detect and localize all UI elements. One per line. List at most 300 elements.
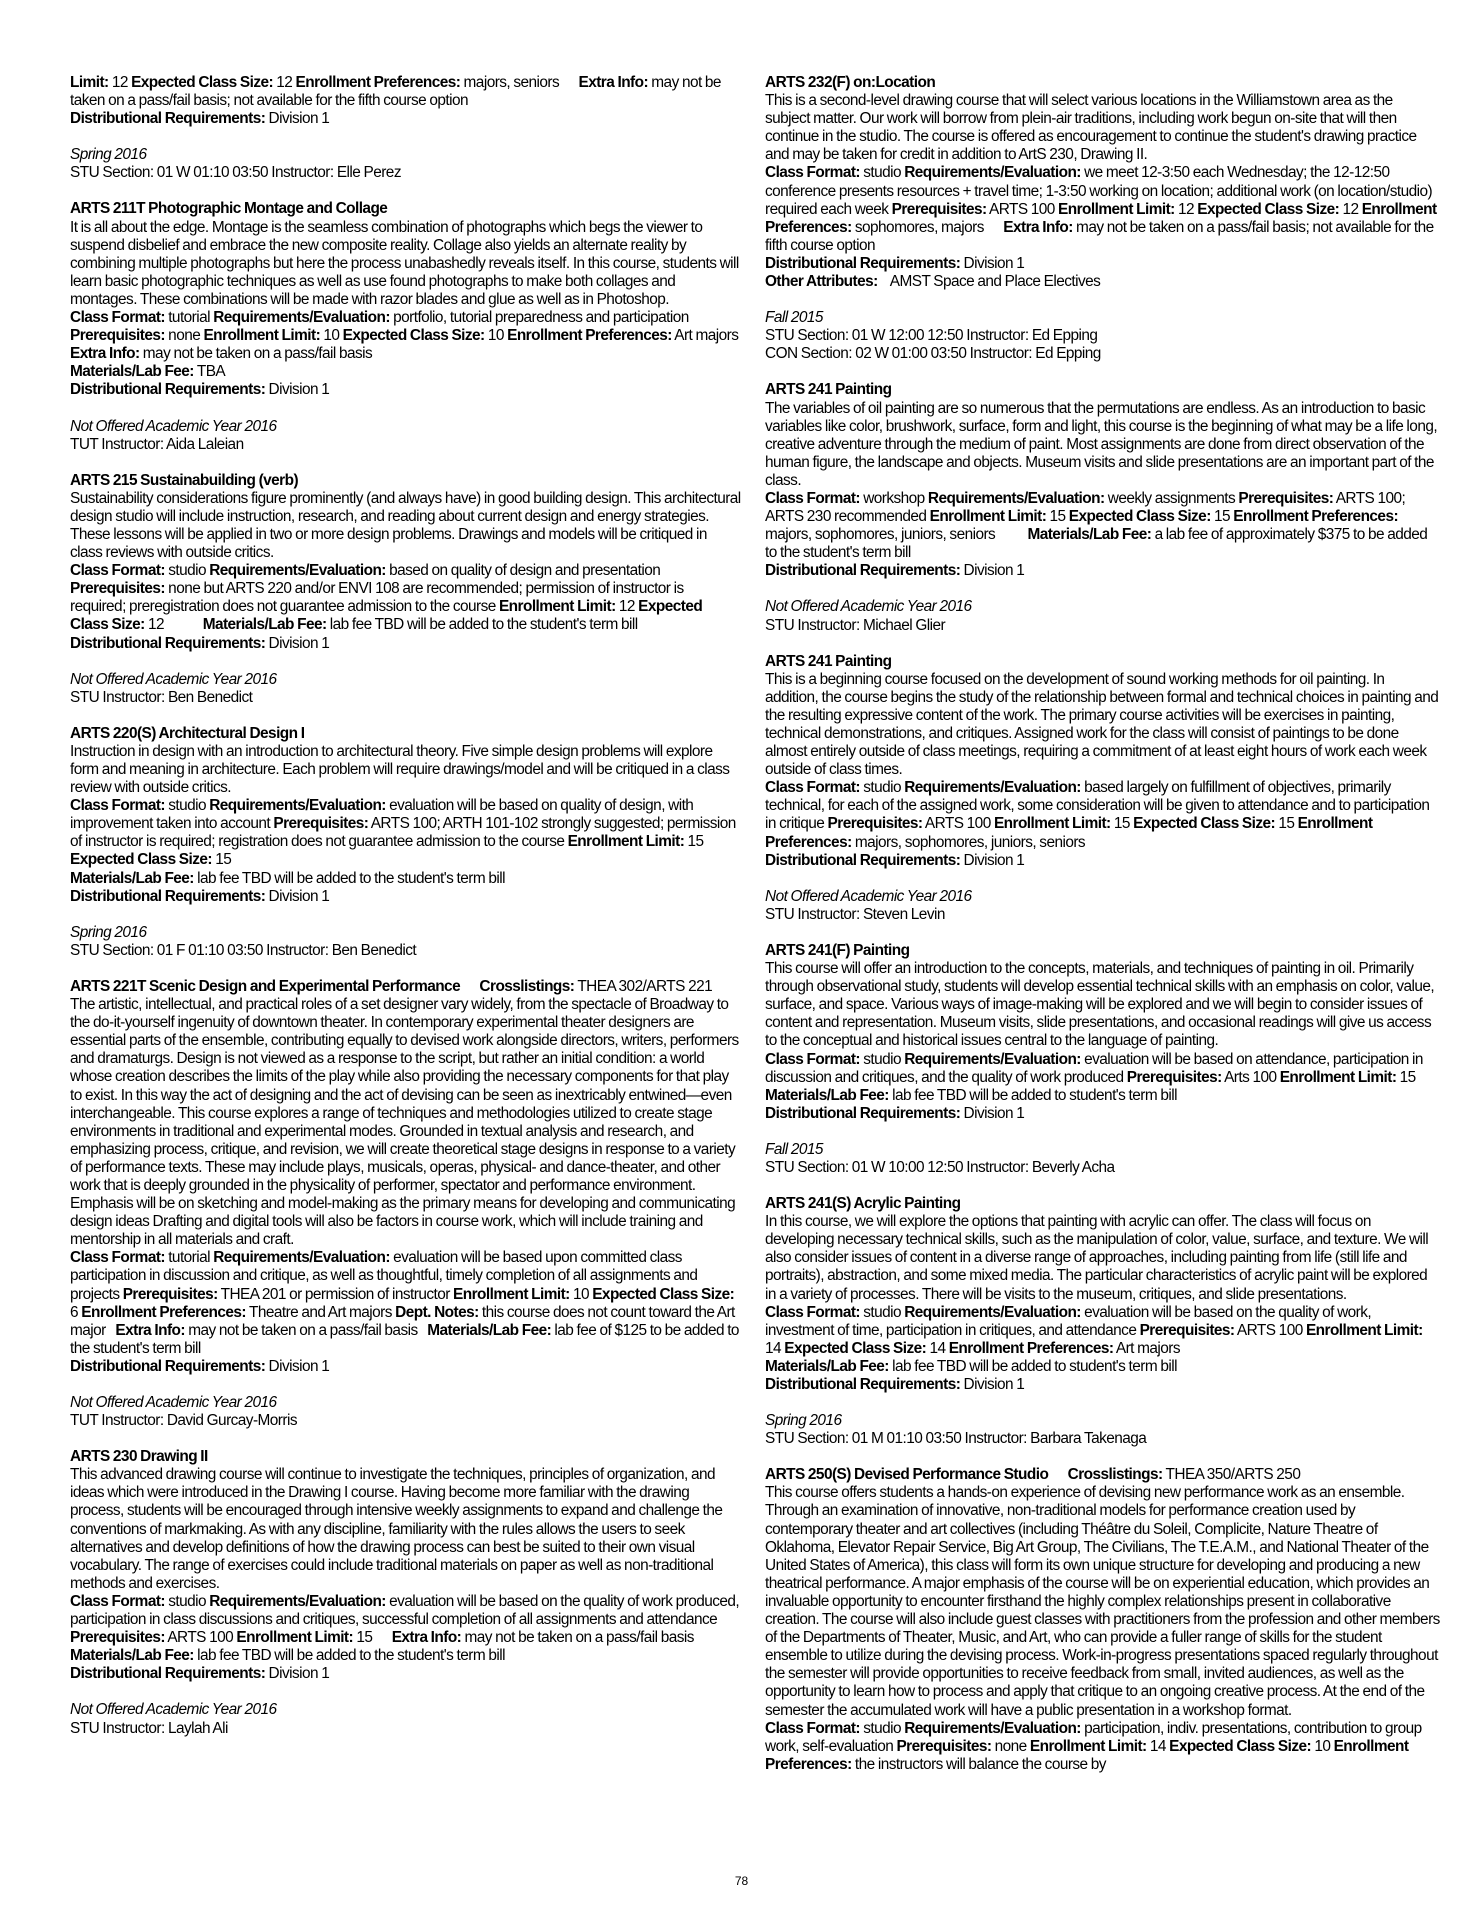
bold-text: Distributional Requirements: [70, 1357, 266, 1375]
body-text: studio [859, 164, 905, 182]
text-line [70, 942, 742, 960]
text-line [70, 1394, 742, 1412]
body-text: ARTS 100; ARTH 101-102 strongly suggested; permission of instructor is required; registration does not guarantee admission to the course [70, 815, 740, 851]
bold-text: Distributional Requirements: [70, 110, 266, 128]
text-line [70, 1249, 742, 1358]
italic-text: Not Offered Academic Year 2016 [70, 417, 277, 435]
body-text: studio [859, 779, 905, 797]
text-line [765, 309, 1440, 327]
bold-text: Enrollment Preferences: [81, 1303, 247, 1321]
text-line [765, 779, 1440, 851]
italic-text: Not Offered Academic Year 2016 [70, 670, 277, 688]
body-text: Sustainability considerations figure prominently (and always have) in good building design. This architectural design studio will include instruction, research, and reading about current design and energy strategies. These lessons will be applied in two or more design problems. Drawings and models will be critiqued in class reviews with outside critics. [70, 489, 744, 562]
body-text: This is a beginning course focused on the development of sound working methods for oil painting. In addition, the course begins the study of the relationship between formal and technical choices in painting and the resulting expressive content of the work. The primary course activities will be exercises in painting, technical demonstrations, and critiques. Assigned work for the class will consist of paintings to be done almost entirely outside of class meetings, requiring a commitment of at least eight hours of work each week outside of class times. [765, 670, 1442, 779]
bold-text: ARTS 230 Drawing II [70, 1448, 208, 1466]
body-text: 14 [765, 1321, 1426, 1357]
body-text: Division 1 [960, 851, 1025, 869]
bold-text: ARTS 241 Painting [765, 652, 892, 670]
body-text: TBA [193, 363, 226, 381]
body-text: Theatre and Art majors [246, 1303, 396, 1321]
body-text: 6 [70, 1285, 738, 1321]
body-text: 14 [926, 1339, 949, 1357]
text-line [765, 888, 1440, 906]
bold-text: Distributional Requirements: [70, 634, 266, 652]
body-text: lab fee TBD will be added to the student's term bill [193, 869, 505, 887]
bold-text: Expected Class Size: [70, 598, 706, 634]
bold-text: Class Format: [765, 1719, 860, 1737]
body-text: based largely on fulfillment of objectives, primarily technical, for each of the assigned work, some consideration will be given to attendance and to participation in critique [765, 779, 1433, 833]
text-line [70, 418, 742, 436]
bold-text: Enrollment Limit: [993, 815, 1111, 833]
body-text: Division 1 [960, 1376, 1025, 1393]
body-text: may not be taken on a pass/fail basis [139, 345, 373, 363]
body-text: This is a second-level drawing course that will select various locations in the Williamstown area as the subject matter. Our work will borrow from plein-air traditions, including work begun on-site that will then continue in the studio. The course is offered as encouragement to continue the student's drawing practice and may be taken for credit in addition to ArtS 230, Drawing II. [765, 92, 1420, 164]
bold-text: Materials/Lab Fee: [765, 1086, 889, 1104]
text-line [765, 1159, 1440, 1177]
body-text: 15 [211, 851, 232, 869]
bold-text: Requirements/Evaluation: [927, 489, 1105, 507]
bold-text: Class Format: [765, 489, 860, 507]
bold-text: Prerequisites: [1238, 489, 1334, 507]
body-text: Division 1 [960, 562, 1025, 580]
bold-text: Expected Class Size: [342, 327, 485, 345]
text-line [765, 1376, 1440, 1394]
text-line [765, 562, 1440, 580]
body-text: 15 [1396, 1068, 1465, 1086]
text-line [765, 490, 1440, 562]
body-text: AMST Space and Place Electives [877, 273, 1101, 291]
body-text: participation, indiv. presentations, contribution to group work, self-evaluation [765, 1719, 1425, 1755]
bold-text: Materials/Lab Fee: [70, 363, 194, 381]
paragraph-gap [765, 924, 1440, 942]
body-text: 12 [1339, 200, 1362, 218]
body-text: 10 [569, 1285, 593, 1303]
text-line [765, 92, 1440, 164]
paragraph-gap [765, 870, 1440, 888]
bold-text: ARTS 250(S) Devised Performance Studio Crosslistings: [765, 1466, 1163, 1484]
paragraph-gap [70, 182, 742, 200]
body-text: STU Section: 01 W 01:10 03:50 Instructor: Elle Perez [70, 164, 401, 182]
bold-text: ARTS 221T Scenic Design and Experimental Performance Crosslistings: [70, 977, 575, 995]
bold-text: Requirements/Evaluation: [904, 1303, 1081, 1321]
text-line [765, 1141, 1440, 1159]
bold-text: Enrollment Limit: [929, 508, 1047, 526]
bold-text: Requirements/Evaluation: [209, 797, 386, 815]
paragraph-gap [70, 128, 742, 146]
bold-text: Dept. Notes: [395, 1303, 479, 1321]
bold-text: Class Format: [70, 309, 165, 327]
body-text: 15 [1275, 815, 1298, 833]
body-text: Division 1 [265, 887, 330, 905]
bold-text: Enrollment Preferences: [948, 1339, 1114, 1357]
paragraph-gap [70, 960, 742, 978]
body-text: ARTS 100 [922, 815, 994, 833]
text-line [70, 164, 742, 182]
bold-text: Enrollment Limit: [236, 1629, 354, 1647]
text-line [70, 309, 758, 363]
text-line [70, 1412, 742, 1430]
bold-text: Requirements/Evaluation: [904, 1050, 1081, 1068]
body-text: THEA 350/ARTS 250 [1162, 1466, 1301, 1484]
text-line [70, 490, 742, 562]
italic-text: Not Offered Academic Year 2016 [765, 598, 972, 616]
body-text: lab fee of $125 to be added to the student's term bill [70, 1321, 743, 1357]
body-text: Division 1 [265, 381, 330, 399]
bold-text: ARTS 220(S) Architectural Design I [70, 724, 305, 742]
bold-text: Distributional Requirements: [70, 1665, 266, 1683]
body-text: ARTS 100 [986, 200, 1059, 218]
bold-text: Expected Class Size: [1068, 508, 1211, 526]
bold-text: Enrollment Preferences: [765, 815, 1376, 851]
body-text: STU Instructor: Michael Glier [765, 616, 946, 634]
body-text: we meet 12-3:50 each Wednesday; the 12-12:50 conference presents resources + travel time; 1-3:50 working on location; additional work (on location/studio) required each week [765, 164, 1436, 218]
body-text: STU Section: 01 F 01:10 03:50 Instructor: Ben Benedict [70, 941, 417, 959]
bold-text: Distributional Requirements: [765, 254, 961, 272]
paragraph-gap [70, 1376, 742, 1394]
text-line [765, 653, 1440, 671]
text-line [765, 1466, 1440, 1484]
body-text: Division 1 [265, 1357, 330, 1375]
bold-text: Class Format: [765, 1050, 860, 1068]
text-line [765, 1105, 1440, 1123]
italic-text: Not Offered Academic Year 2016 [70, 1394, 277, 1411]
text-line [70, 1665, 742, 1683]
text-line [765, 671, 1440, 780]
body-text: The variables of oil painting are so numerous that the permutations are endless. As an introduction to basic variables like color, brushwork, surface, form and light, this course is the beginning of what may be a life long, creative adventure through the medium of paint. Most assignments are done from direct observation of the human figure, the landscape and objects. Museum visits and slide presentations are an important part of the class. [765, 399, 1441, 489]
bold-text: Prerequisites: [896, 1737, 992, 1755]
bold-text: Materials/Lab Fee: [70, 1647, 194, 1665]
bold-text: ARTS 232(F) on:Location [765, 74, 936, 91]
body-text: lab fee TBD will be added to student's term bill [888, 1086, 1177, 1104]
bold-text: Extra Info: [115, 1321, 185, 1339]
body-text: evaluation will be based upon committed class participation in discussion and critique, as well as thoughtful, timely completion of all assignments and projects [70, 1249, 701, 1303]
paragraph-gap [70, 1430, 742, 1448]
body-text: lab fee TBD will be added to the student's term bill [193, 1647, 505, 1665]
text-line [70, 924, 742, 942]
text-line [70, 1358, 742, 1376]
body-text: STU Section: 01 M 01:10 03:50 Instructor: Barbara Takenaga [765, 1430, 1147, 1448]
text-line [70, 381, 742, 399]
body-text: evaluation will be based on quality of design, with improvement taken into account [70, 797, 697, 833]
body-text: 12 [144, 616, 203, 634]
bold-text: Expected Class Size: [70, 851, 212, 869]
text-line [70, 110, 742, 128]
bold-text: Class Format: [70, 562, 165, 580]
bold-text: Materials/Lab Fee: [427, 1321, 552, 1339]
bold-text: Enrollment Preferences: [507, 327, 672, 345]
body-text: This advanced drawing course will continue to investigate the techniques, principles of organization, and ideas which were introduced in the Drawing I course. Having become more familiar with the drawing process, students will be encouraged through intensive weekly assignments to expand and challenge the conventions of markmaking. As with any discipline, familiarity with the rules allows the users to seek alternatives and develop definitions of how the drawing process can best be suited to their own visual vocabulary. The range of exercises could include traditional materials on paper as well as non-traditional methods and exercises. [70, 1466, 726, 1592]
body-text: none [991, 1737, 1030, 1755]
text-line [70, 472, 742, 490]
bold-text: Materials/Lab Fee: [765, 1357, 889, 1375]
bold-text: Enrollment Limit: [453, 1285, 570, 1303]
bold-text: Enrollment Preferences: [765, 1737, 1412, 1773]
bold-text: Enrollment Limit: [1058, 200, 1175, 218]
bold-text: Extra Info: [70, 345, 140, 363]
body-text: lab fee TBD will be added to student's term bill [888, 1357, 1177, 1375]
italic-text: Spring 2016 [765, 1412, 842, 1430]
body-text: Division 1 [960, 1104, 1025, 1122]
body-text: the instructors will balance the course by [851, 1755, 1106, 1773]
bold-text: Requirements/Evaluation: [904, 779, 1081, 797]
text-line [765, 1050, 1465, 1105]
bold-text: Extra Info: [391, 1629, 462, 1647]
text-line [70, 888, 742, 906]
body-text: 15 [1046, 508, 1069, 526]
body-text: Instruction in design with an introduction to architectural theory. Five simple design problems will explore form and meaning in architecture. Each problem will require drawings/model and will be critiqued in a class review with outside critics. [70, 742, 733, 797]
paragraph-gap [765, 580, 1440, 598]
body-text: Division 1 [265, 634, 330, 652]
text-line [765, 906, 1440, 924]
bold-text: ARTS 241 Painting [765, 381, 892, 399]
bold-text: Enrollment Limit: [1029, 1737, 1147, 1755]
bold-text: Prerequisites: [70, 327, 165, 345]
body-text: ARTS 100 [1234, 1321, 1306, 1339]
bold-text: Prerequisites: [891, 200, 987, 218]
text-line [765, 327, 1440, 345]
bold-text: Requirements/Evaluation: [213, 1249, 390, 1267]
page-number: 78 [734, 1874, 749, 1888]
text-line [765, 617, 1440, 635]
body-text: It is all about the edge. Montage is the seamless combination of photographs which begs the viewer to suspend disbelief and embrace the new composite reality. Collage also yields an alternate reality by combining multiple photographs but here the process unabashedly reveals itself. In this course, students will learn basic photographic techniques as well as use found photographs to make both collages and montages. These combinations will be made with razor blades and glue as well as in Photoshop. [70, 218, 743, 308]
body-text: Arts 100 [1221, 1068, 1280, 1086]
text-line [765, 960, 1440, 1050]
body-text: Division 1 [960, 254, 1025, 272]
body-text: 15 [1110, 815, 1134, 833]
text-line [70, 635, 742, 653]
body-text: lab fee TBD will be added to the student's term bill [326, 616, 638, 634]
paragraph-gap [765, 635, 1440, 653]
body-text: based on quality of design and presentation [385, 562, 664, 580]
text-line [70, 1593, 742, 1665]
text-line [765, 1304, 1440, 1358]
text-line [70, 689, 742, 707]
body-text: In this course, we will explore the options that painting with acrylic can offer. The class will focus on developing necessary technical skills, such as the manipulation of color, value, surface, and texture. We will also consider issues of content in a diverse range of approaches, including painting from life (still life and portraits), abstraction, and some mixed media. The particular characteristics of acrylic paint will be explored in a variety of processes. There will be visits to the museum, critiques, and slide presentations. [765, 1213, 1432, 1303]
text-line [70, 870, 742, 888]
bold-text: Distributional Requirements: [70, 887, 266, 905]
text-line [70, 146, 742, 164]
text-line [765, 598, 1440, 616]
text-line [70, 1701, 742, 1719]
text-line [70, 74, 742, 110]
paragraph-gap [765, 1394, 1440, 1412]
text-line [765, 74, 1440, 92]
bold-text: Expected Class Size: [1169, 1737, 1312, 1755]
bold-text: Requirements/Evaluation: [213, 309, 390, 327]
body-text: 12 [273, 74, 296, 91]
body-text: This course offers students a hands-on experience of devising new performance work as an ensemble. Through an examination of innovative, non-traditional models for performance creation used by contemporary theater and art collectives (including Théâtre du Soleil, Complicite, Nature Theatre of Oklahoma, Elevator Repair Service, Big Art Group, The Civilians, The T.E.A.M., and National Theater of the United States of America), this class will form its own unique structure for developing and producing a new theatrical performance. A major emphasis of the course will be on experiential education, which provides an invaluable opportunity to encounter firsthand the highly complex relationships present in collaborative creation. The course will also include guest classes with practitioners from the profession and other members of the Departments of Theater, Music, and Art, who can provide a fuller range of skills for the student ensemble to utilize during the devising process. Work-in-progress presentations spaced regularly throughout the semester will provide opportunities to receive feedback from small, invited audiences, as well as the opportunity to learn how to process and apply that critique to an ongoing creative process. At the end of the semester the accumulated work will have a public presentation in a workshop format. [765, 1484, 1444, 1719]
text-line [70, 978, 742, 996]
body-text: sophomores, majors [851, 218, 1004, 236]
text-line [70, 797, 742, 869]
bold-text: Expected Class Size: [131, 74, 274, 91]
bold-text: Distributional Requirements: [765, 1104, 961, 1122]
paragraph-gap [765, 363, 1440, 381]
body-text: Division 1 [265, 1665, 330, 1683]
body-text: This course will offer an introduction to the concepts, materials, and techniques of painting in oil. Primarily through observational study, students will develop essential technical skills with an emphasis on color, value, surface, and space. Various ways of image-making will be explored and we will begin to consider issues of content and representation. Museum visits, slide presentations, and occasional readings will give us access to the conceptual and historical issues central to the language of painting. [765, 960, 1438, 1050]
body-text: 12 [615, 598, 639, 616]
bold-text: Requirements/Evaluation: [209, 1592, 386, 1610]
italic-text: Not Offered Academic Year 2016 [765, 887, 972, 905]
body-text: majors, sophomores, juniors, seniors [765, 508, 1402, 544]
body-text: studio [859, 1050, 905, 1068]
body-text: studio [164, 1592, 210, 1610]
text-line [765, 1430, 1440, 1448]
paragraph-gap [70, 653, 742, 671]
paragraph-gap [70, 1683, 742, 1701]
bold-text: Class Format: [70, 1592, 165, 1610]
bold-text: Extra Info: [578, 74, 649, 91]
body-text: workshop [859, 489, 928, 507]
body-text: may not be taken on a pass/fail basis; not available for the fifth course option [765, 218, 1437, 254]
body-text: may not be taken on a pass/fail basis; not available for the fifth course option [70, 74, 725, 110]
text-line [70, 363, 742, 381]
paragraph-gap [765, 1177, 1440, 1195]
bold-text: Class Format: [765, 164, 860, 182]
paragraph-gap [765, 1123, 1440, 1141]
body-text: 10 [1311, 1737, 1334, 1755]
bold-text: Expected Class Size: [784, 1339, 927, 1357]
body-text: studio [859, 1303, 905, 1321]
body-text: may not be taken on a pass/fail basis [461, 1629, 704, 1647]
bold-text: Requirements/Evaluation: [904, 164, 1081, 182]
bold-text: Distributional Requirements: [765, 851, 961, 869]
body-text: studio [164, 562, 210, 580]
italic-text: Spring 2016 [70, 923, 147, 941]
text-line [70, 1720, 742, 1738]
body-text: STU Instructor: Ben Benedict [70, 688, 253, 706]
bold-text: Class Format: [70, 1249, 165, 1267]
body-text: evaluation will be based on attendance, participation in discussion and critiques, and the quality of work produced [765, 1050, 1427, 1086]
bold-text: ARTS 241(S) Acrylic Painting [765, 1195, 961, 1213]
text-line [765, 1213, 1440, 1303]
text-line [765, 345, 1440, 363]
bold-text: Expected Class Size: [1133, 815, 1276, 833]
italic-text: Fall 2015 [765, 309, 823, 327]
body-text: tutorial [164, 1249, 214, 1267]
bold-text: Distributional Requirements: [765, 1376, 961, 1393]
body-text: 15 [1210, 508, 1234, 526]
text-line [765, 942, 1440, 960]
bold-text: Materials/Lab Fee: [70, 869, 194, 887]
bold-text: Requirements/Evaluation: [904, 1719, 1081, 1737]
text-line [765, 1412, 1440, 1430]
text-line [765, 273, 1440, 291]
bold-text: Prerequisites: [70, 580, 165, 598]
text-line [70, 562, 742, 634]
text-line [70, 725, 742, 743]
body-text: tutorial [164, 309, 214, 327]
text-line [70, 671, 742, 689]
body-text: 12 [108, 74, 132, 91]
body-text: 10 [320, 327, 343, 345]
bold-text: Enrollment Preferences: [765, 200, 1440, 236]
paragraph-gap [70, 707, 742, 725]
body-text: portfolio, tutorial preparedness and participation [389, 309, 692, 327]
body-text: evaluation will be based on the quality of work produced, participation in class discussions and critiques, successful completion of all assignments and attendance [70, 1592, 743, 1629]
body-text: STU Section: 01 W 12:00 12:50 Instructor: Ed Epping [765, 327, 1098, 345]
bold-text: ARTS 211T Photographic Montage and Collage [70, 200, 388, 218]
paragraph-gap [765, 1448, 1440, 1466]
text-line [70, 200, 742, 218]
bold-text: Expected Class Size: [1197, 200, 1340, 218]
bold-text: Limit: [70, 74, 109, 91]
body-text: CON Section: 02 W 01:00 03:50 Instructor: Ed Epping [765, 345, 1101, 363]
body-text: STU Instructor: Laylah Ali [70, 1719, 228, 1737]
body-text: 12 [1174, 200, 1198, 218]
bold-text: Expected Class Size: [592, 1285, 735, 1303]
bold-text: Enrollment Limit: [567, 833, 685, 851]
text-line [70, 436, 742, 454]
bold-text: Distributional Requirements: [765, 562, 961, 580]
body-text: may not be taken on a pass/fail basis [184, 1321, 428, 1339]
body-text: TUT Instructor: Aida Laleian [70, 435, 244, 453]
text-line [70, 743, 742, 797]
body-text: 14 [1146, 1737, 1170, 1755]
bold-text: Prerequisites: [1126, 1068, 1222, 1086]
text-line [70, 996, 742, 1249]
bold-text: Class Format: [765, 779, 860, 797]
italic-text: Fall 2015 [765, 1140, 823, 1158]
bold-text: Requirements/Evaluation: [209, 562, 386, 580]
paragraph-gap [70, 906, 742, 924]
body-text: this course does not count toward the Art major [70, 1303, 739, 1339]
body-text: The artistic, intellectual, and practical roles of a set designer vary widely, from the spectacle of Broadway to the do-it-yourself ingenuity of downtown theater. In contemporary experimental theater designers are essential parts of the ensemble, contributing equally to devised work alongside directors, writers, performers and dramaturgs. Design is not viewed as a response to the script, but rather an initial condition: a world whose creation describes the limits of the play while also providing the necessary components for that play to exist. In this way the act of designing and the act of devising can be seen as inextricably entwined—even interchangeable. This course explores a range of techniques and methodologies utilized to create stage environments in traditional and experimental modes. Grounded in textual analysis and research, and emphasizing process, critique, and revision, we will create theoretical stage designs in response to a variety of performance texts. These may include plays, musicals, operas, physical- and dance-theater, and other work that is deeply grounded in the physicality of performer, spectator and performance environment. Emphasis will be on sketching and model-making as the primary means for developing and communicating design ideas Drafting and digital tools will also be factors in course work, which will include training and mentorship in all materials and craft. [70, 996, 742, 1249]
bold-text: ARTS 241(F) Painting [765, 941, 910, 959]
bold-text: Prerequisites: [827, 815, 923, 833]
text-line [70, 219, 742, 309]
bold-text: Prerequisites: [273, 815, 369, 833]
paragraph-gap [765, 291, 1440, 309]
text-line [765, 164, 1440, 254]
paragraph-gap [70, 454, 742, 472]
body-text: studio [859, 1719, 905, 1737]
text-line [70, 1448, 742, 1466]
bold-text: Enrollment Limit: [203, 327, 321, 345]
body-text: THEA 201 or permission of instructor [217, 1285, 454, 1303]
bold-text: Enrollment Limit: [1279, 1068, 1397, 1086]
body-text: ARTS 100; ARTS 230 recommended [765, 489, 1408, 526]
body-text: ARTS 100 [164, 1629, 237, 1647]
text-line [70, 1466, 742, 1593]
text-line [765, 1358, 1440, 1376]
paragraph-gap [70, 400, 742, 418]
body-text: Art majors [671, 327, 758, 345]
body-text: majors, seniors [460, 74, 579, 91]
bold-text: Distributional Requirements: [70, 381, 266, 399]
body-text: 15 [684, 833, 707, 851]
bold-text: Prerequisites: [70, 1629, 165, 1647]
bold-text: Enrollment Preferences: [1233, 508, 1399, 526]
body-text: THEA 302/ARTS 221 [574, 977, 713, 995]
body-text: studio [164, 797, 210, 815]
body-text: TUT Instructor: David Gurcay-Morris [70, 1412, 297, 1430]
italic-text: Spring 2016 [70, 146, 147, 164]
body-text: 10 [484, 327, 508, 345]
right-column [765, 74, 1465, 1774]
bold-text: Materials/Lab Fee: [202, 616, 327, 634]
body-text: weekly assignments [1104, 489, 1239, 507]
bold-text: Prerequisites: [1139, 1321, 1235, 1339]
body-text: a lab fee of approximately $375 to be added to the student's term bill [765, 526, 1431, 562]
body-text: Art majors [1113, 1339, 1180, 1357]
bold-text: Class Format: [70, 797, 165, 815]
text-line [765, 852, 1440, 870]
body-text: majors, sophomores, juniors, seniors [851, 833, 1086, 851]
body-text: evaluation will be based on the quality of work, investment of time, participation in critiques, and attendance [765, 1303, 1375, 1339]
body-text: 15 [353, 1629, 392, 1647]
bold-text: Other Attributes: [765, 273, 878, 291]
